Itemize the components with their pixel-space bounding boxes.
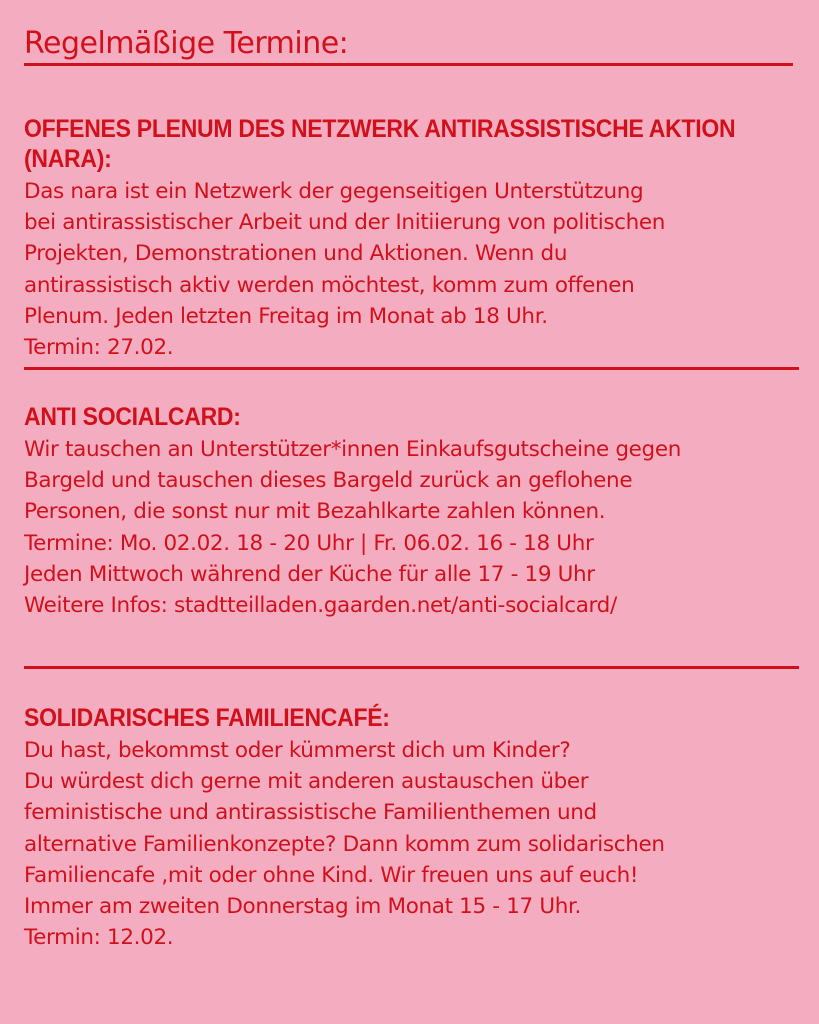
body-line: Weitere Infos: stadtteilladen.gaarden.net/anti-socialcard/ (24, 593, 617, 619)
section-heading (24, 703, 799, 733)
section-familiencafe (24, 703, 799, 953)
body-line: Familiencafe ,mit oder ohne Kind. Wir freuen uns auf euch! (24, 862, 639, 888)
section-nara (24, 114, 799, 363)
body-line: Du würdest dich gerne mit anderen austauschen über (24, 769, 589, 795)
body-line: Termine: Mo. 02.02. 18 - 20 Uhr | Fr. 06.02. 16 - 18 Uhr (24, 530, 594, 556)
body-line: antirassistisch aktiv werden möchtest, komm zum offenen (24, 272, 635, 298)
body-line: Termin: 12.02. (24, 925, 174, 951)
body-line: Termin: 27.02. (24, 335, 174, 361)
heading-line: (NARA): (24, 145, 112, 173)
section-divider (24, 367, 799, 370)
body-line: Wir tauschen an Unterstützer*innen Einkaufsgutscheine gegen (24, 437, 681, 462)
body-line: bei antirassistischer Arbeit und der Initiierung von politischen (24, 210, 666, 236)
section-divider (24, 666, 799, 669)
title-underline (24, 63, 793, 66)
body-line: Immer am zweiten Donnerstag im Monat 15 - 17 Uhr. (24, 894, 581, 920)
section-heading (24, 402, 799, 432)
body-line: alternative Familienkonzepte? Dann komm zum solidarischen (24, 831, 665, 857)
heading-line: OFFENES PLENUM DES NETZWERK ANTIRASSISTISCHE AKTION (24, 115, 736, 143)
heading-line: SOLIDARISCHES FAMILIENCAFÉ: (24, 704, 390, 732)
heading-line: ANTI SOCIALCARD: (24, 403, 241, 431)
body-line: Plenum. Jeden letzten Freitag im Monat ab 18 Uhr. (24, 303, 548, 329)
page-title: Regelmäßige Termine: (24, 26, 349, 61)
body-line: Personen, die sonst nur mit Bezahlkarte zahlen können. (24, 499, 606, 525)
body-line: Projekten, Demonstrationen und Aktionen. Wenn du (24, 241, 568, 267)
section-anti-socialcard (24, 402, 799, 621)
section-body (24, 434, 799, 621)
body-line: Das nara ist ein Netzwerk der gegenseitigen Unterstützung (24, 179, 644, 204)
section-body (24, 735, 799, 953)
body-line: feministische und antirassistische Familienthemen und (24, 800, 597, 826)
body-line: Jeden Mittwoch während der Küche für alle 17 - 19 Uhr (24, 561, 595, 587)
section-body (24, 176, 799, 363)
body-line: Bargeld und tauschen dieses Bargeld zurück an geflohene (24, 468, 633, 494)
section-heading (24, 114, 799, 174)
body-line: Du hast, bekommst oder kümmerst dich um Kinder? (24, 738, 571, 763)
